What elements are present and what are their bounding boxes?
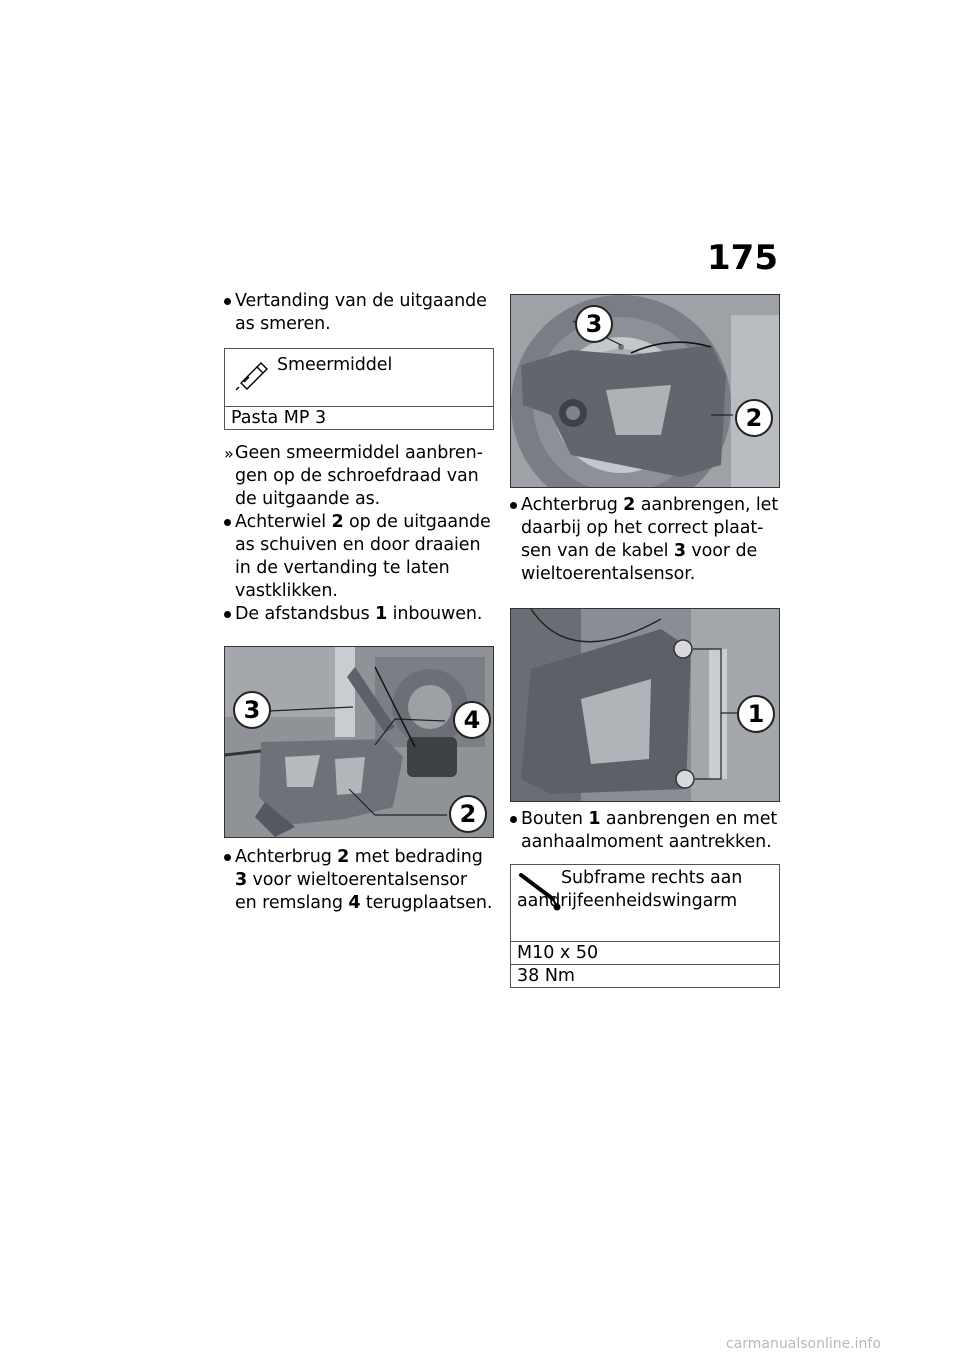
bullet: [510, 816, 517, 823]
left-column: [224, 290, 494, 915]
step-install-swingarm: Achterbrug 2 aanbrengen, let daarbij op het correct plaatsen van de kabel 3 voor de wieltoerentalsensor.: [510, 494, 780, 586]
torque-title: Subframe rechts aan aandrijfeenheidswingarm: [517, 868, 743, 911]
watermark: carmanualsonline.info: [726, 1336, 881, 1352]
torque-thread-size: M10 x 50: [511, 942, 779, 965]
step-rear-wheel: Achterwiel 2 op de uitgaande as schuiven en door draaien in de vertanding te laten vastklikken.: [224, 511, 494, 603]
lubricant-table: [224, 348, 494, 430]
lubricant-title: Smeermiddel: [277, 355, 393, 375]
bullet: [224, 519, 231, 526]
step-reinstall-swingarm: Achterbrug 2 met bedrading 3 voor wieltoerentalsensor en remslang 4 terugplaatsen.: [224, 846, 494, 915]
torque-value: 38 Nm: [517, 966, 575, 986]
figure-rear-disc-swingarm-illustration: [511, 295, 779, 487]
callout-4: 4: [453, 701, 491, 739]
callout-3: 3: [575, 305, 613, 343]
torque-table: [510, 864, 780, 988]
lubricant-value: Pasta MP 3: [231, 408, 327, 428]
lubricant-table-header: [225, 349, 493, 407]
bullet: [224, 611, 231, 618]
page-number: 175: [707, 238, 778, 278]
grease-tube-icon: [235, 361, 269, 391]
right-column: [510, 294, 780, 988]
step-bolts-torque: Bouten 1 aanbrengen en met aanhaalmoment aantrekken.: [510, 808, 780, 854]
figure-subframe-bolts: [510, 608, 780, 802]
figure-rear-disc-swingarm: [510, 294, 780, 488]
callout-2: 2: [735, 399, 773, 437]
result-arrow-icon: »: [224, 444, 234, 463]
bullet: [224, 854, 231, 861]
callout-3: 3: [233, 691, 271, 729]
torque-table-header: [511, 865, 779, 942]
step-spacer: De afstandsbus 1 inbouwen.: [224, 603, 494, 626]
step-grease-output-shaft: Vertanding van de uitgaande as smeren.: [224, 290, 494, 336]
result-no-grease-thread: » Geen smeermiddel aanbrengen op de schroefdraad van de uitgaande as.: [224, 443, 483, 509]
bullet: [510, 502, 517, 509]
callout-2: 2: [449, 795, 487, 833]
figure-swingarm-brake: [224, 646, 494, 838]
callout-1: 1: [737, 695, 775, 733]
bullet: [224, 298, 231, 305]
